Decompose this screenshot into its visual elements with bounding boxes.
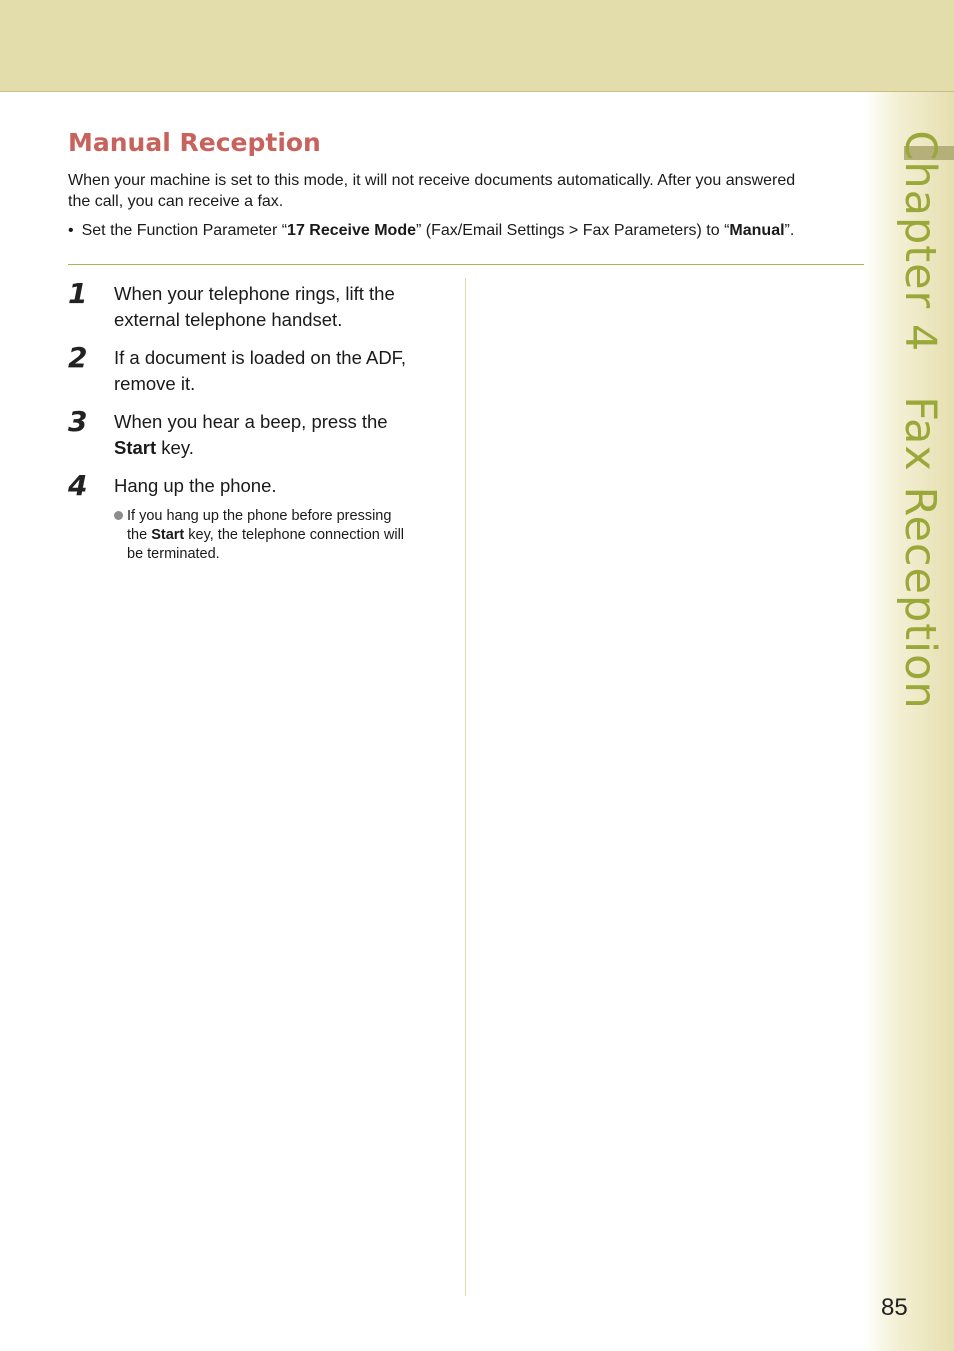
chapter-number: Chapter 4 — [895, 130, 945, 353]
note-text: the — [127, 527, 152, 543]
bullet-marker: • — [68, 222, 74, 239]
start-key-label: Start — [151, 527, 185, 543]
chapter-title: Fax Reception — [895, 396, 945, 710]
bullet-text-post: ”. — [784, 222, 795, 239]
header-band — [0, 0, 954, 92]
chapter-label — [895, 130, 945, 709]
intro-paragraph — [68, 170, 868, 212]
section-title: Manual Reception — [68, 128, 321, 157]
bullet-bold-parameter: 17 Receive Mode — [287, 222, 416, 239]
step-number: 3 — [68, 405, 88, 438]
column-divider — [465, 278, 466, 1296]
step-text — [114, 345, 434, 397]
step-number: 2 — [68, 341, 88, 374]
intro-line-2: the call, you can receive a fax. — [68, 193, 284, 210]
step-4-note — [114, 507, 444, 564]
step-text — [114, 281, 434, 333]
step-text — [114, 409, 434, 461]
step-text-line: Hang up the phone. — [114, 475, 277, 496]
step-text-line: remove it. — [114, 373, 196, 394]
intro-line-1: When your machine is set to this mode, it will not receive documents automatically. After you answered — [68, 172, 796, 189]
note-text: key, the telephone connection will — [184, 527, 405, 543]
bullet-bold-value: Manual — [729, 222, 785, 239]
bullet-text-mid: ” (Fax/Email Settings > Fax Parameters) to “ — [416, 222, 730, 239]
page-number: 85 — [881, 1294, 908, 1321]
note-bullet-icon — [114, 511, 123, 520]
step-text-line: key. — [156, 437, 194, 458]
step-text — [114, 473, 434, 499]
step-number: 4 — [68, 469, 88, 502]
step-text-line: When your telephone rings, lift the — [114, 283, 395, 304]
function-parameter-bullet — [68, 220, 878, 241]
section-divider — [68, 264, 864, 265]
step-text-line: If a document is loaded on the ADF, — [114, 347, 407, 368]
start-key-label: Start — [114, 437, 157, 458]
note-line: If you hang up the phone before pressing — [127, 508, 392, 524]
note-line-3: be terminated. — [127, 546, 220, 562]
note-line-2 — [114, 526, 444, 545]
bullet-text-pre: Set the Function Parameter “ — [81, 222, 288, 239]
step-text-line: When you hear a beep, press the — [114, 411, 388, 432]
step-text-line: external telephone handset. — [114, 309, 343, 330]
step-number: 1 — [68, 277, 88, 310]
